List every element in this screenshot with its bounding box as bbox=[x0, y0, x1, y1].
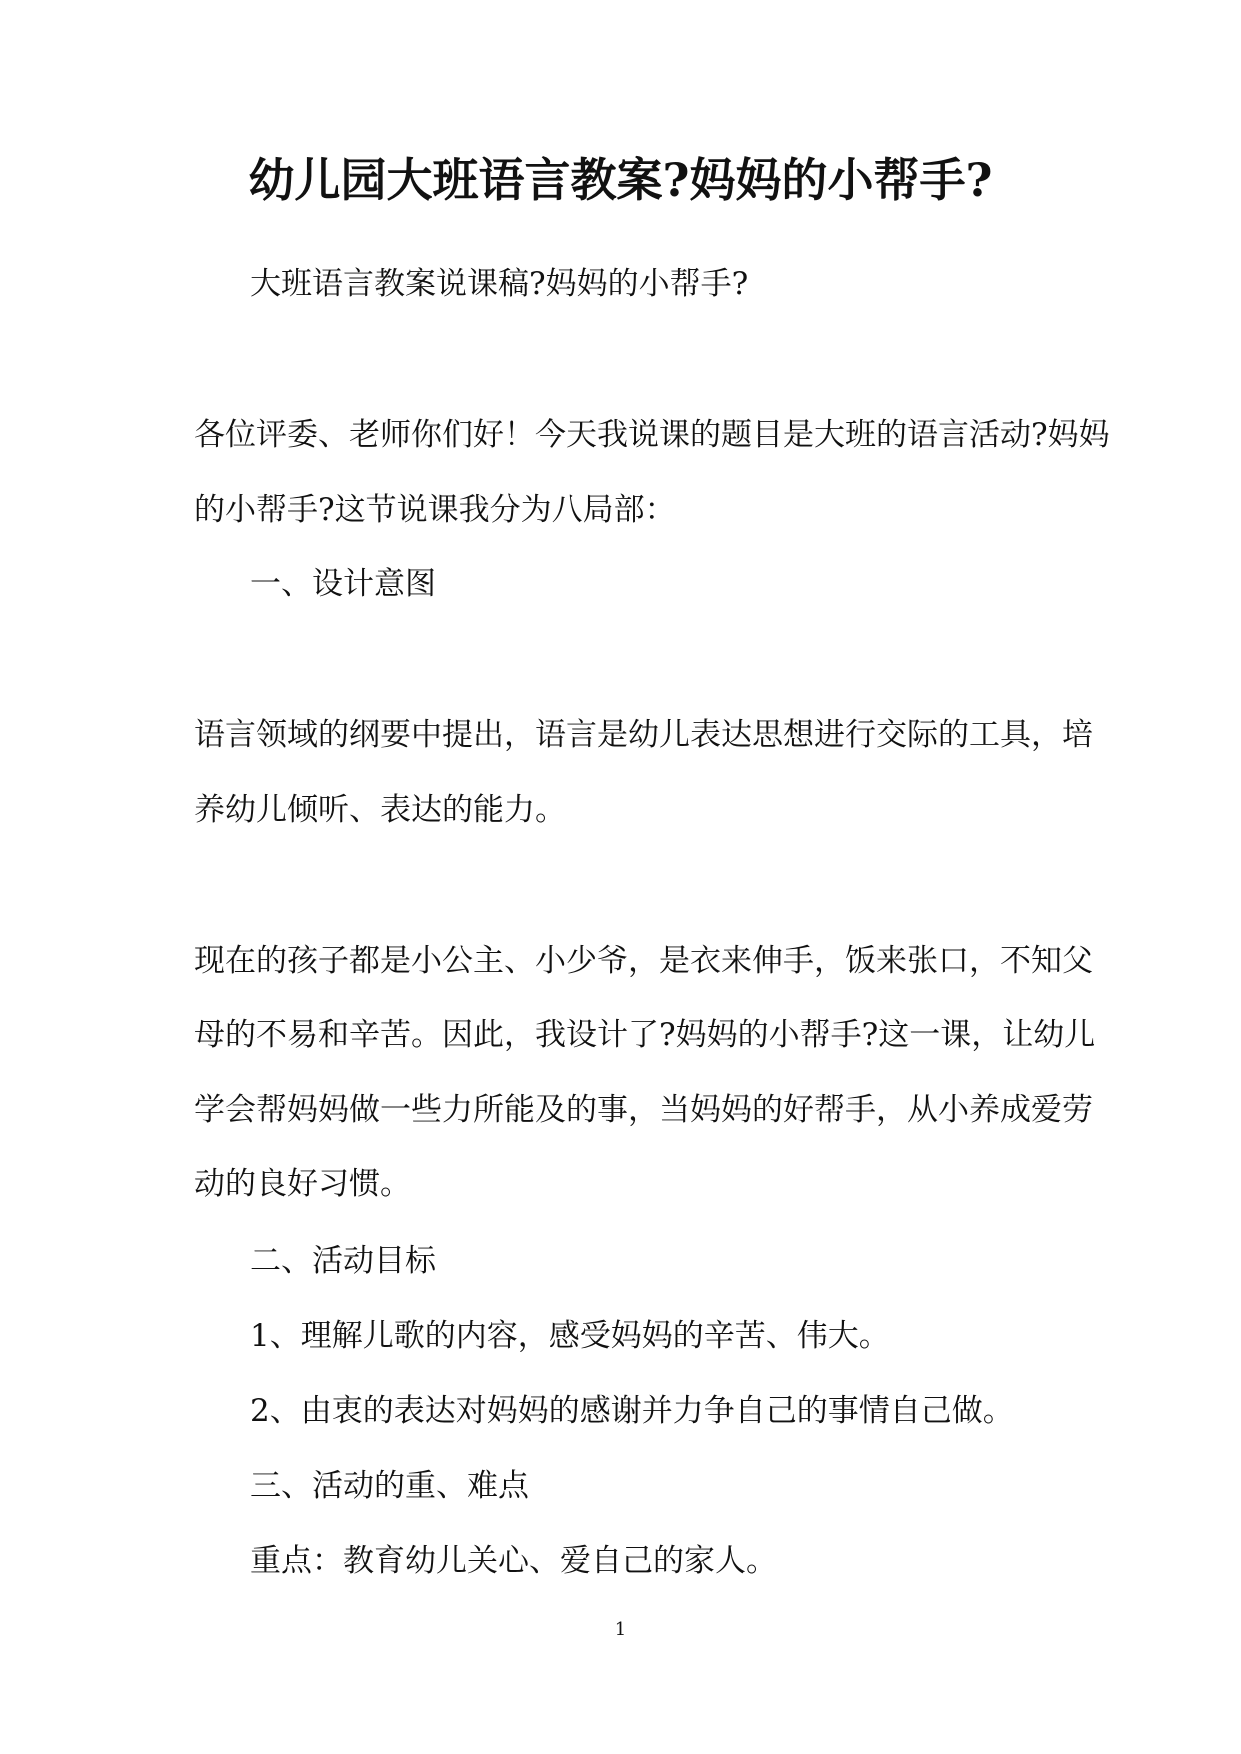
list-item: 1、理解儿歌的内容，感受妈妈的辛苦、伟大。 bbox=[250, 1318, 890, 1354]
body-line: 养幼儿倾听、表达的能力。 bbox=[194, 792, 566, 828]
body-line: 动的良好习惯。 bbox=[194, 1166, 411, 1202]
section-heading: 三、活动的重、难点 bbox=[250, 1468, 529, 1504]
document-title: 幼儿园大班语言教案?妈妈的小帮手? bbox=[248, 153, 993, 207]
document-subtitle: 大班语言教案说课稿?妈妈的小帮手? bbox=[250, 266, 749, 302]
list-item: 2、由衷的表达对妈妈的感谢并力争自己的事情自己做。 bbox=[250, 1393, 1014, 1429]
page-number: 1 bbox=[614, 1619, 627, 1640]
body-line: 现在的孩子都是小公主、小少爷，是衣来伸手，饭来张口，不知父 bbox=[194, 943, 1093, 979]
body-line: 重点：教育幼儿关心、爱自己的家人。 bbox=[250, 1543, 777, 1579]
section-heading: 一、设计意图 bbox=[250, 566, 436, 602]
body-line: 母的不易和辛苦。因此，我设计了?妈妈的小帮手?这一课，让幼儿 bbox=[194, 1017, 1096, 1053]
body-line: 语言领域的纲要中提出，语言是幼儿表达思想进行交际的工具，培 bbox=[194, 717, 1093, 753]
body-line: 学会帮妈妈做一些力所能及的事，当妈妈的好帮手，从小养成爱劳 bbox=[194, 1092, 1093, 1128]
section-heading: 二、活动目标 bbox=[250, 1243, 436, 1279]
body-line: 各位评委、老师你们好！今天我说课的题目是大班的语言活动?妈妈 bbox=[194, 417, 1110, 453]
body-line: 的小帮手?这节说课我分为八局部： bbox=[194, 492, 676, 528]
